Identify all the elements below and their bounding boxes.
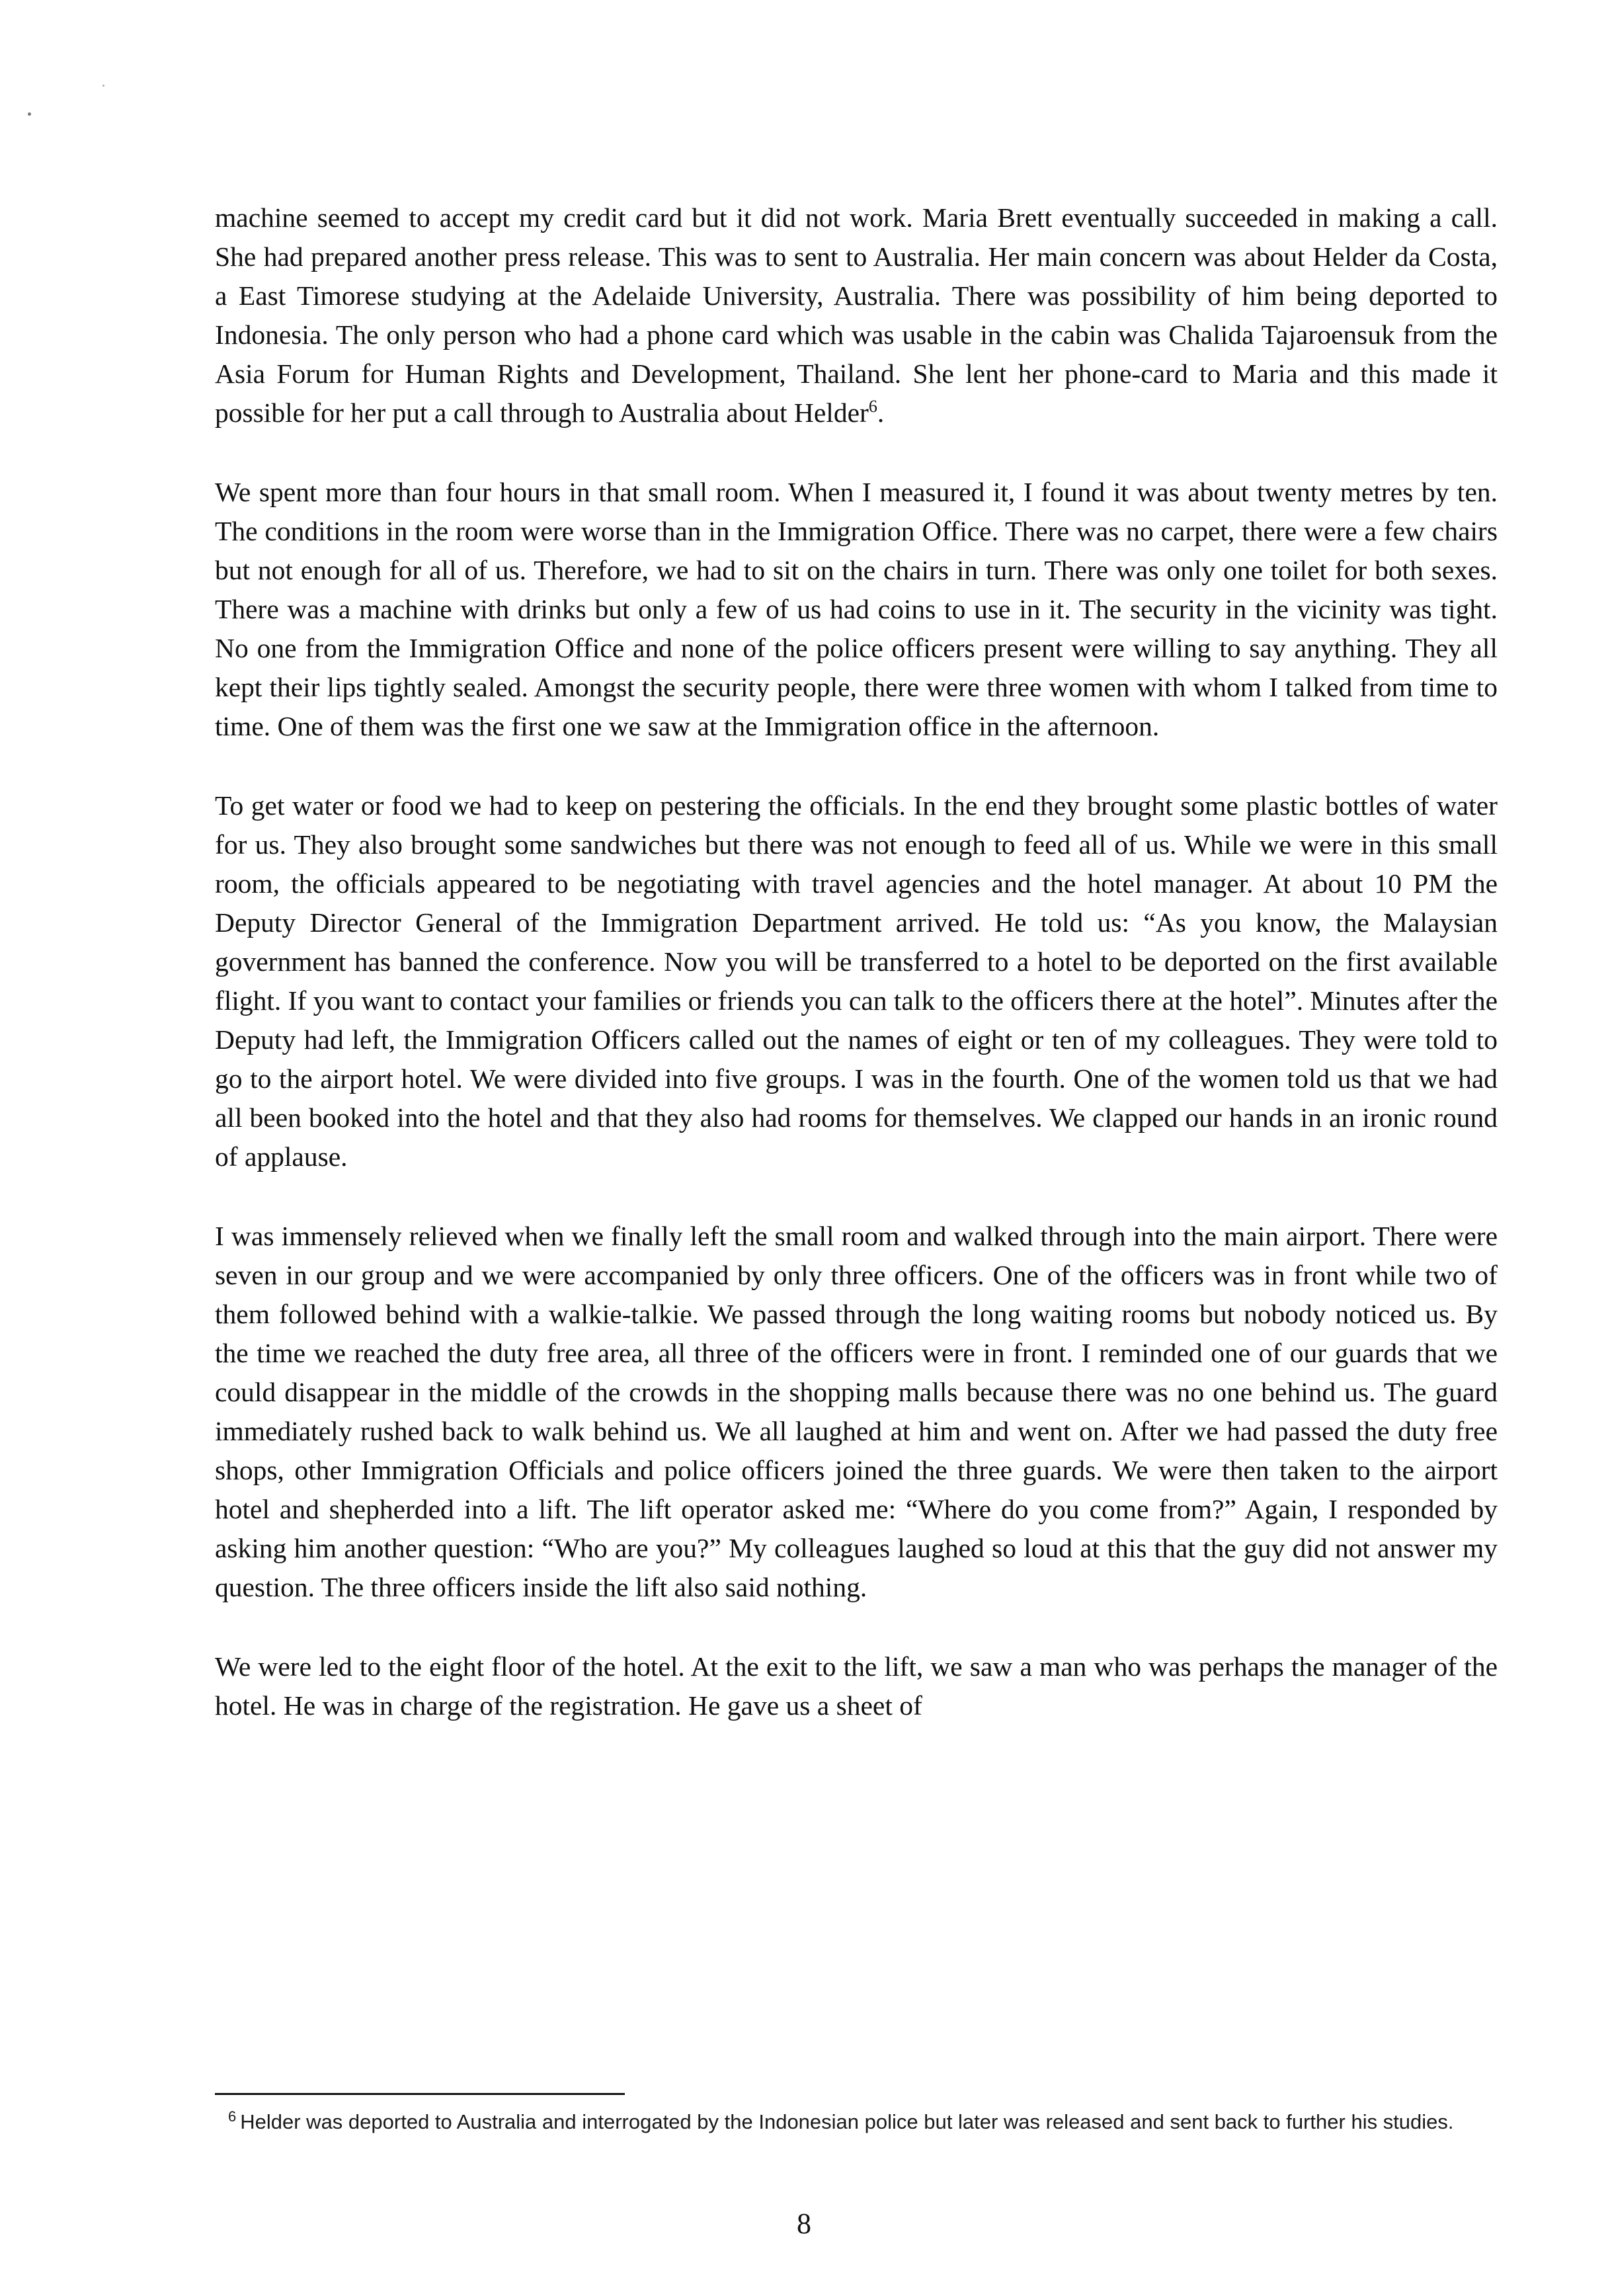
- page-number: 8: [797, 2207, 811, 2240]
- paragraph: To get water or food we had to keep on pestering the officials. In the end they brought some plastic bottles of water for us. They also brought some sandwiches but there was not enough to feed all of us. While we were in this small room, the officials appeared to be negotiating with travel agencies and the hotel manager. At about 10 PM the Deputy Director General of the Immigration Department arrived. He told us: “As you know, the Malaysian government has banned the conference. Now you will be transferred to a hotel to be deported on the first available flight. If you want to contact your families or friends you can talk to the officers there at the hotel”. Minutes after the Deputy had left, the Immigration Officers called out the names of eight or ten of my colleagues. They were told to go to the airport hotel. We were divided into five groups. I was in the fourth. One of the women told us that we had all been booked into the hotel and that they also had rooms for themselves. We clapped our hands in an ironic round of applause.: [215, 790, 1498, 1172]
- paragraph-text: machine seemed to accept my credit card but it did not work. Maria Brett eventually succeeded in making a call. She had prepared another press release. This was to sent to Australia. Her main concern was about Helder da Costa, a East Timorese studying at the Adelaide University, Australia. There was possibility of him being deported to Indonesia. The only person who had a phone card which was usable in the cabin was Chalida Tajaroensuk from the Asia Forum for Human Rights and Development, Thailand. She lent her phone-card to Maria and this made it possible for her put a call through to Australia about Helder: [215, 202, 1498, 428]
- footnote-text: Helder was deported to Australia and interrogated by the Indonesian police but later was released and sent back to further his studies.: [240, 2110, 1454, 2133]
- paragraph: We were led to the eight floor of the hotel. At the exit to the lift, we saw a man who was perhaps the manager of the hotel. He was in charge of the registration. He gave us a sheet of: [215, 1651, 1498, 1721]
- scan-speck: [102, 85, 104, 87]
- body-text: [215, 198, 1498, 1725]
- paragraph: I was immensely relieved when we finally left the small room and walked through into the main airport. There were seven in our group and we were accompanied by only three officers. One of the officers was in front while two of them followed behind with a walkie-talkie. We passed through the long waiting rooms but nobody noticed us. By the time we reached the duty free area, all three of the officers were in front. I reminded one of our guards that we could disappear in the middle of the crowds in the shopping malls because there was no one behind us. The guard immediately rushed back to walk behind us. We all laughed at him and went on. After we had passed the duty free shops, other Immigration Officials and police officers joined the three guards. We were then taken to the airport hotel and shepherded into a lift. The lift operator asked me: “Where do you come from?” Again, I responded by asking him another question: “Who are you?” My colleagues laughed so loud at this that the guy did not answer my question. The three officers inside the lift also said nothing.: [215, 1221, 1498, 1602]
- paragraph-end-punctuation: .: [877, 397, 885, 428]
- footnote-number: 6: [228, 2108, 237, 2125]
- footnote-separator: [215, 2093, 625, 2095]
- scan-speck: [28, 112, 31, 116]
- paragraph: [215, 198, 1498, 432]
- footnote: [228, 2106, 1498, 2137]
- paragraph: We spent more than four hours in that small room. When I measured it, I found it was about twenty metres by ten. The conditions in the room were worse than in the Immigration Office. There was no carpet, there were a few chairs but not enough for all of us. Therefore, we had to sit on the chairs in turn. There was only one toilet for both sexes. There was a machine with drinks but only a few of us had coins to use in it. The security in the vicinity was tight. No one from the Immigration Office and none of the police officers present were willing to say anything. They all kept their lips tightly sealed. Amongst the security people, there were three women with whom I talked from time to time. One of them was the first one we saw at the Immigration office in the afternoon.: [215, 477, 1498, 741]
- footnote-reference: 6: [868, 397, 877, 417]
